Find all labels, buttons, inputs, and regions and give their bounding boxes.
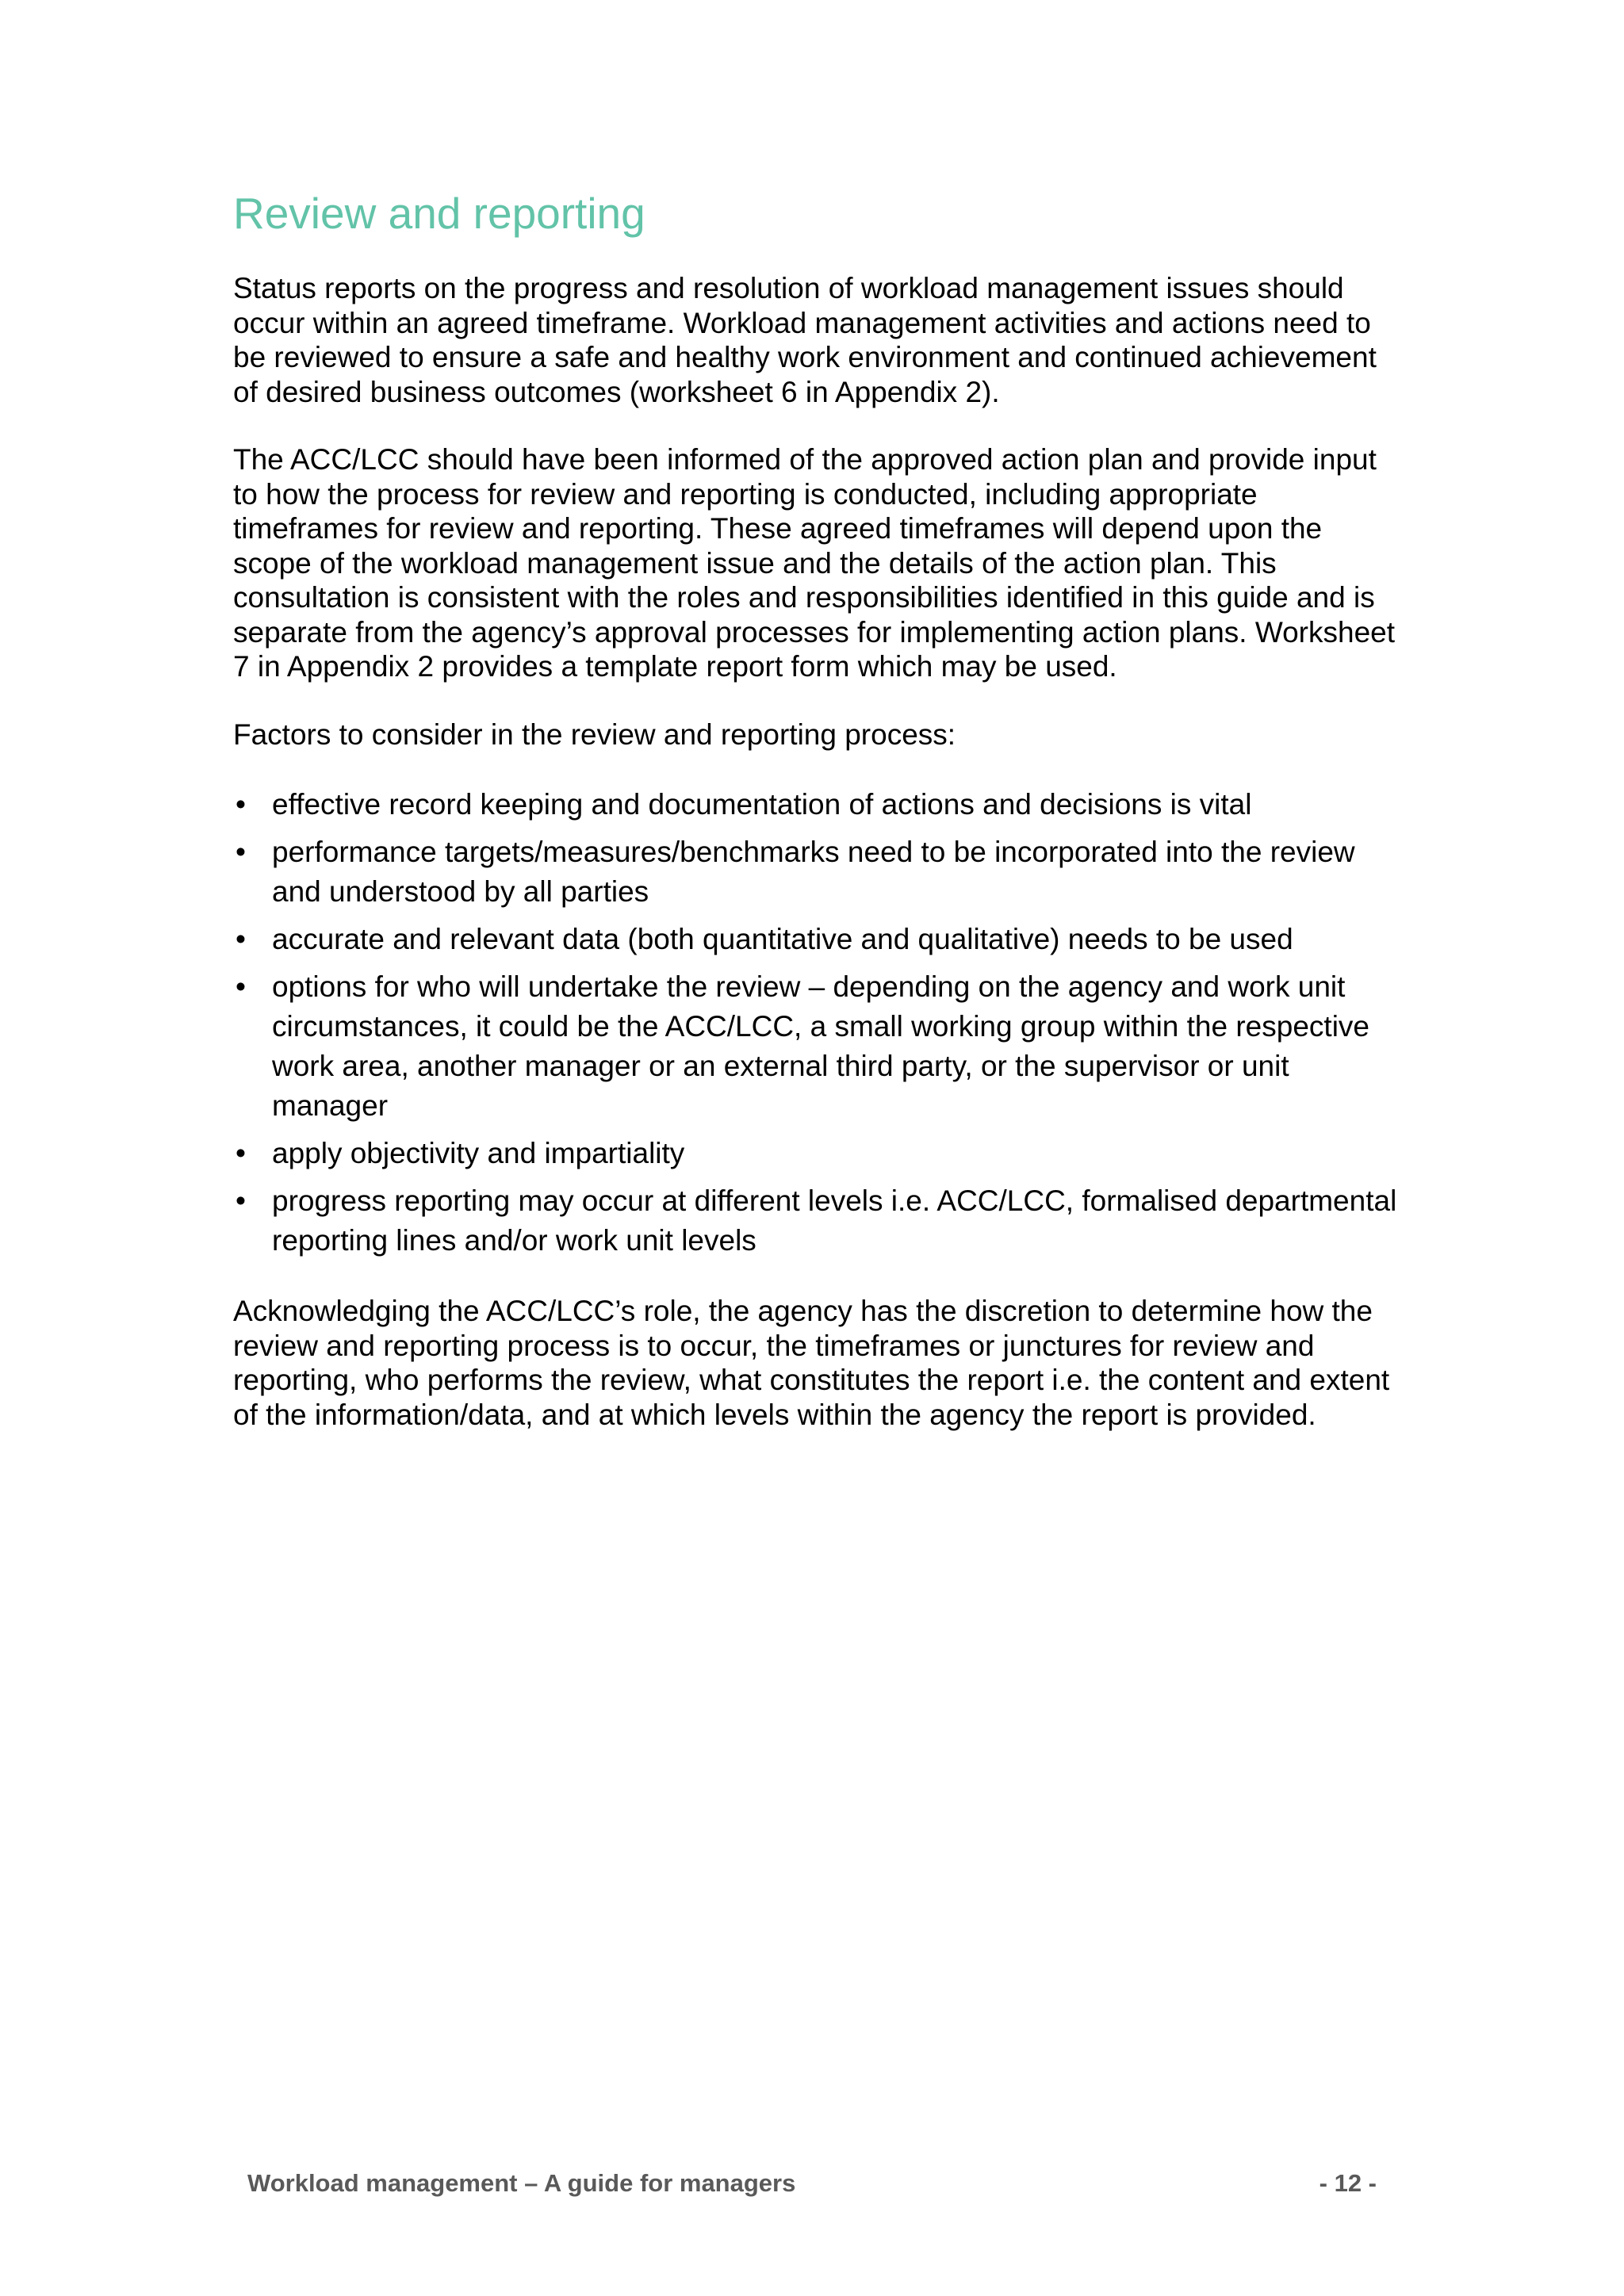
list-item xyxy=(233,1134,1399,1173)
list-item xyxy=(233,920,1399,959)
paragraph-status-reports: Status reports on the progress and resolution of workload management issues should occur within an agreed timeframe. Workload management activities and actions need to be reviewed to ensure a safe and healthy work environment and continued achievement of desired business outcomes (worksheet 6 in Appendix 2). xyxy=(233,272,1377,408)
list-item xyxy=(233,967,1399,1126)
bullet-icon: • xyxy=(236,836,246,868)
paragraph-factors-intro: Factors to consider in the review and reporting process: xyxy=(233,718,956,751)
bullet-icon: • xyxy=(236,970,246,1003)
footer-document-title: Workload management – A guide for managers xyxy=(247,2169,796,2197)
list-item-text: effective record keeping and documentation of actions and decisions is vital xyxy=(272,788,1252,821)
list-item-text: apply objectivity and impartiality xyxy=(272,1137,685,1169)
bullet-icon: • xyxy=(236,788,246,821)
paragraph-agency-discretion: Acknowledging the ACC/LCC’s role, the agency has the discretion to determine how the review and reporting process is to occur, the timeframes or junctures for review and reporting, who performs the review, what constitutes the report i.e. the content and extent of the information/data, and at which levels within the agency the report is provided. xyxy=(233,1295,1390,1431)
section-heading: Review and reporting xyxy=(233,189,645,238)
paragraph-acc-lcc-input: The ACC/LCC should have been informed of the approved action plan and provide input to how the process for review and reporting is conducted, including appropriate timeframes for review and reporting. These agreed timeframes will depend upon the scope of the workload management issue and the details of the action plan. This consultation is consistent with the roles and responsibilities identified in this guide and is separate from the agency’s approval processes for implementing action plans. Worksheet 7 in Appendix 2 provides a template report form which may be used. xyxy=(233,443,1396,683)
list-item-text: accurate and relevant data (both quantitative and qualitative) needs to be used xyxy=(272,923,1293,955)
list-item xyxy=(233,832,1399,912)
bullet-icon: • xyxy=(236,923,246,955)
list-item xyxy=(233,785,1399,825)
page-content xyxy=(233,187,1399,1465)
factors-bullet-list xyxy=(233,785,1399,1261)
list-item-text: options for who will undertake the review – depending on the agency and work unit circumstances, it could be the ACC/LCC, a small working group within the respective work area, another manager or an external third party, or the supervisor or unit manager xyxy=(272,970,1369,1122)
bullet-icon: • xyxy=(236,1137,246,1169)
list-item-text: progress reporting may occur at different levels i.e. ACC/LCC, formalised departmental reporting lines and/or work unit levels xyxy=(272,1184,1397,1257)
list-item-text: performance targets/measures/benchmarks need to be incorporated into the review and understood by all parties xyxy=(272,836,1355,908)
bullet-icon: • xyxy=(236,1184,246,1217)
footer-page-number: - 12 - xyxy=(1319,2169,1377,2197)
list-item xyxy=(233,1181,1399,1261)
